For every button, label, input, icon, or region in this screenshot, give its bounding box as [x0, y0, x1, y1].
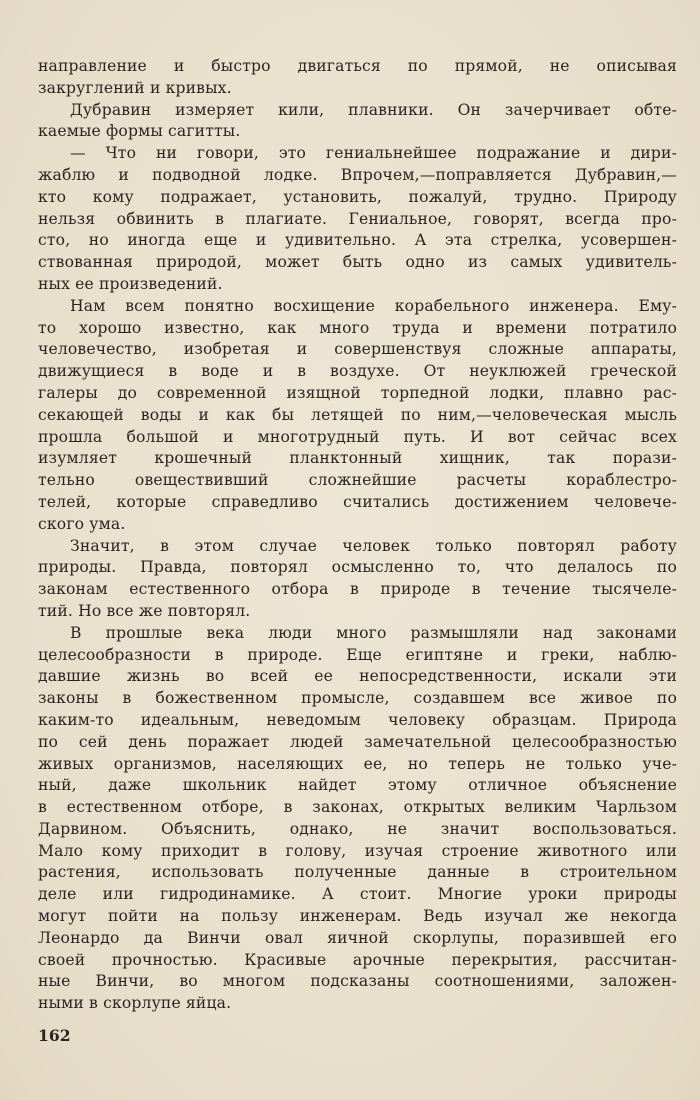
text-line: ный, даже школьник найдет этому отличное объяснение: [38, 776, 677, 795]
text-line: — Что ни говори, это гениальнейшее подражание и дири-: [70, 144, 677, 163]
text-line: каемые формы сагитты.: [38, 122, 241, 141]
paragraph-3: [38, 143, 677, 296]
text-line: Значит, в этом случае человек только повторял работу: [70, 536, 677, 555]
text-line: целесообразности в природе. Еще египтяне и греки, наблю-: [38, 645, 677, 664]
text-line: жаблю и подводной лодке. Впрочем,—поправляется Дубравин,—: [38, 165, 677, 184]
text-line: то хорошо известно, как много труда и времени потратило: [38, 318, 677, 337]
text-line: Дарвином. Объяснить, однако, не значит воспользоваться.: [38, 819, 677, 838]
text-line: движущиеся в воде и в воздухе. От неуклюжей греческой: [38, 362, 677, 381]
text-line: в естественном отборе, в законах, открытых великим Чарльзом: [38, 798, 677, 817]
text-line: ского ума.: [38, 514, 126, 533]
text-line: сто, но иногда еще и удивительно. А эта стрелка, усовершен-: [38, 231, 677, 250]
text-line: каким-то идеальным, неведомым человеку образцам. Природа: [38, 710, 677, 729]
text-line: Леонардо да Винчи овал яичной скорлупы, поразившей его: [38, 928, 677, 947]
text-line: тий. Но все же повторял.: [38, 601, 251, 620]
text-line: своей прочностью. Красивые арочные перекрытия, рассчитан-: [38, 950, 677, 969]
text-line: ными в скорлупе яйца.: [38, 994, 232, 1013]
paragraph-5: [38, 536, 677, 623]
text-line: секающей воды и как бы летящей по ним,—человеческая мысль: [38, 405, 677, 424]
text-line: законы в божественном промысле, создавшем все живое по: [38, 689, 677, 708]
text-line: ствованная природой, может быть одно из самых удивитель-: [38, 253, 677, 272]
text-line: направление и быстро двигаться по прямой, не описывая: [38, 57, 677, 75]
text-line: могут пойти на пользу инженерам. Ведь изучал же некогда: [38, 907, 677, 926]
page-number: 162: [38, 1026, 71, 1045]
text-line: Мало кому приходит в голову, изучая строение животного или: [38, 841, 677, 860]
text-line: давшие жизнь во всей ее непосредственности, искали эти: [38, 667, 677, 686]
text-line: по сей день поражает людей замечательной целесообразностью: [38, 732, 677, 751]
text-line: ных ее произведений.: [38, 274, 223, 293]
text-line: живых организмов, населяющих ее, но теперь не только уче-: [38, 754, 677, 773]
paragraph-1: [38, 56, 677, 100]
text-line: ные Винчи, во многом подсказаны соотношениями, заложен-: [38, 972, 677, 991]
paragraph-6: [38, 623, 677, 1015]
text-line: кто кому подражает, установить, пожалуй, трудно. Природу: [38, 187, 677, 206]
text-line: человечество, изобретая и совершенствуя сложные аппараты,: [38, 340, 677, 359]
text-line: законам естественного отбора в природе в течение тысячеле-: [38, 580, 677, 599]
text-line: галеры до современной изящной торпедной лодки, плавно рас-: [38, 383, 677, 402]
text-line: деле или гидродинамике. А стоит. Многие уроки природы: [38, 885, 677, 904]
text-line: телей, которые справедливо считались достижением человече-: [38, 492, 677, 511]
text-line: нельзя обвинить в плагиате. Гениальное, говорят, всегда про-: [38, 209, 677, 228]
text-line: изумляет крошечный планктонный хищник, так порази-: [38, 449, 677, 468]
text-line: растения, использовать полученные данные в строительном: [38, 863, 677, 882]
text-line: Нам всем понятно восхищение корабельного инженера. Ему-: [70, 296, 677, 315]
text-line: прошла большой и многотрудный путь. И вот сейчас всех: [38, 427, 677, 446]
paragraph-4: [38, 296, 677, 536]
text-line: закруглений и кривых.: [38, 78, 232, 97]
text-line: тельно овеществивший сложнейшие расчеты кораблестро-: [38, 471, 677, 490]
body-text: [38, 56, 677, 1015]
text-line: природы. Правда, повторял осмысленно то, что делалось по: [38, 558, 677, 577]
paragraph-2: [38, 100, 677, 144]
text-line: Дубравин измеряет кили, плавники. Он зачерчивает обте-: [70, 100, 677, 119]
text-line: В прошлые века люди много размышляли над законами: [70, 623, 677, 642]
